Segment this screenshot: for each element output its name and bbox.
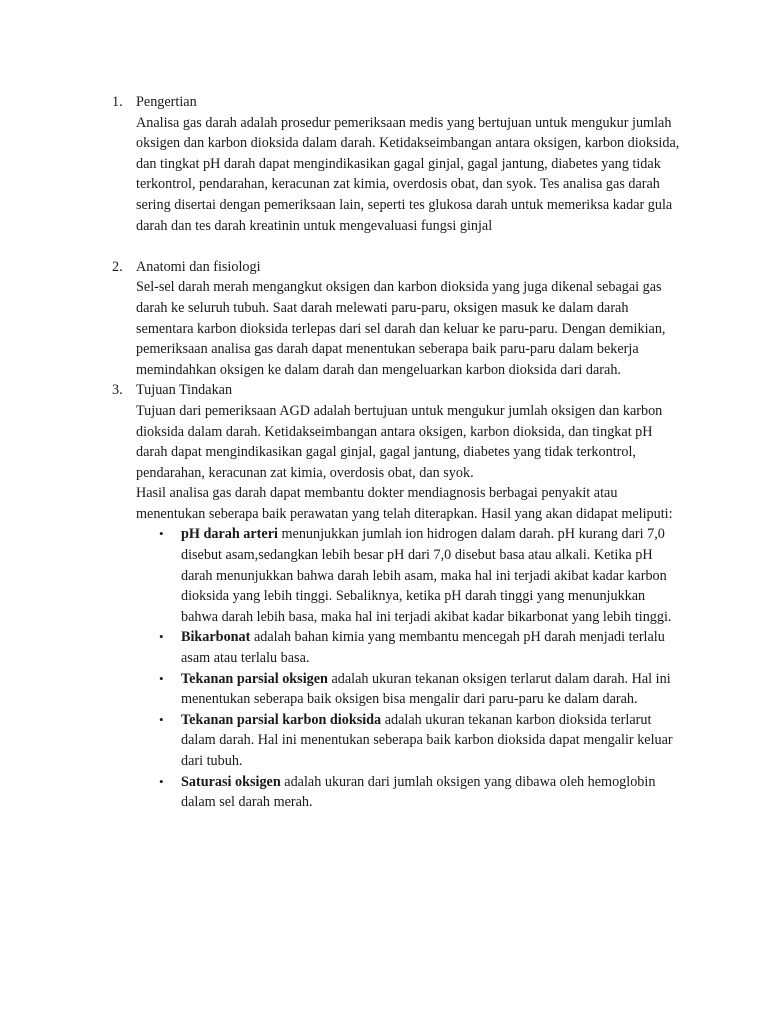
section-tujuan-tindakan: [100, 380, 680, 812]
bullet-icon: •: [159, 711, 164, 727]
list-item: [159, 772, 680, 813]
list-item: [159, 669, 680, 710]
section-number: 3.: [112, 382, 123, 399]
bullet-text: adalah bahan kimia yang membantu mencegah pH darah menjadi terlalu asam atau terlalu basa.: [181, 629, 665, 667]
section-pengertian: [100, 92, 680, 236]
bullet-term: pH darah arteri: [181, 526, 278, 543]
bullet-term: Tekanan parsial oksigen: [181, 670, 328, 687]
bullet-term: Bikarbonat: [181, 629, 251, 646]
results-bullet-list: [136, 524, 680, 812]
list-item: [159, 710, 680, 772]
section-number: 2.: [112, 258, 123, 275]
bullet-text: adalah ukuran dari jumlah oksigen yang dibawa oleh hemoglobin dalam sel darah merah.: [181, 773, 656, 811]
bullet-icon: •: [159, 773, 164, 789]
bullet-term: Tekanan parsial karbon dioksida: [181, 711, 382, 728]
bullet-text: adalah ukuran tekanan karbon dioksida terlarut dalam darah. Hal ini menentukan seberapa baik karbon dioksida dapat mengalir keluar dari tubuh.: [181, 711, 673, 769]
bullet-text: adalah ukuran tekanan oksigen terlarut dalam darah. Hal ini menentukan seberapa baik oksigen bisa mengalir dari paru-paru ke dalam darah.: [181, 670, 671, 708]
section-paragraph: Tujuan dari pemeriksaan AGD adalah bertujuan untuk mengukur jumlah oksigen dan karbon dioksida dalam darah. Ketidakseimbangan antara oksigen, karbon dioksida, dan tingkat pH darah dapat mengindikasikan gagal ginjal, gagal jantung, diabetes yang tidak terkontrol, pendarahan, keracunan zat kimia, overdosis obat, dan syok.: [136, 402, 663, 481]
list-item: [159, 524, 680, 627]
bullet-term: Saturasi oksigen: [181, 773, 281, 790]
bullet-icon: •: [159, 526, 164, 542]
section-paragraph: Analisa gas darah adalah prosedur pemeriksaan medis yang bertujuan untuk mengukur jumlah oksigen dan karbon dioksida dalam darah. Ketidakseimbangan antara oksigen, karbon dioksida, dan tingkat pH darah dapat mengindikasikan gagal ginjal, gagal jantung, diabetes yang tidak terkontrol, pendarahan, keracunan zat kimia, overdosis obat, dan syok. Tes analisa gas darah sering disertai dengan pemeriksaan lain, seperti tes glukosa darah untuk memeriksa kadar gula darah dan tes darah kreatinin untuk mengevaluasi fungsi ginjal: [136, 114, 680, 234]
section-title: Anatomi dan fisiologi: [136, 258, 261, 275]
bullet-icon: •: [159, 629, 164, 645]
section-anatomi-fisiologi: [100, 257, 680, 381]
section-number: 1.: [112, 94, 123, 110]
bullet-icon: •: [159, 670, 164, 686]
section-paragraph: Hasil analisa gas darah dapat membantu dokter mendiagnosis berbagai penyakit atau menentukan seberapa baik perawatan yang telah diterapkan. Hasil yang akan didapat meliputi:: [136, 485, 673, 522]
bullet-text: menunjukkan jumlah ion hidrogen dalam darah. pH kurang dari 7,0 disebut asam,sedangkan lebih besar pH dari 7,0 disebut basa atau alkali. Ketika pH darah menunjukkan bahwa darah lebih asam, maka hal ini terjadi akibat kadar karbon dioksida yang lebih tinggi. Sebaliknya, ketika pH darah tinggi yang menunjukkan bahwa darah lebih basa, maka hal ini terjadi akibat kadar bikarbonat yang lebih tinggi.: [181, 526, 672, 625]
list-item: [159, 627, 680, 668]
section-title: Tujuan Tindakan: [136, 382, 233, 399]
section-paragraph: Sel-sel darah merah mengangkut oksigen dan karbon dioksida yang juga dikenal sebagai gas darah ke seluruh tubuh. Saat darah melewati paru-paru, oksigen masuk ke dalam darah sementara karbon dioksida terlepas dari sel darah dan keluar ke paru-paru. Dengan demikian, pemeriksaan analisa gas darah dapat menentukan seberapa baik paru-paru dalam bekerja memindahkan oksigen ke dalam darah dan mengeluarkan karbon dioksida dari darah.: [136, 279, 666, 378]
section-title: Pengertian: [136, 94, 197, 110]
